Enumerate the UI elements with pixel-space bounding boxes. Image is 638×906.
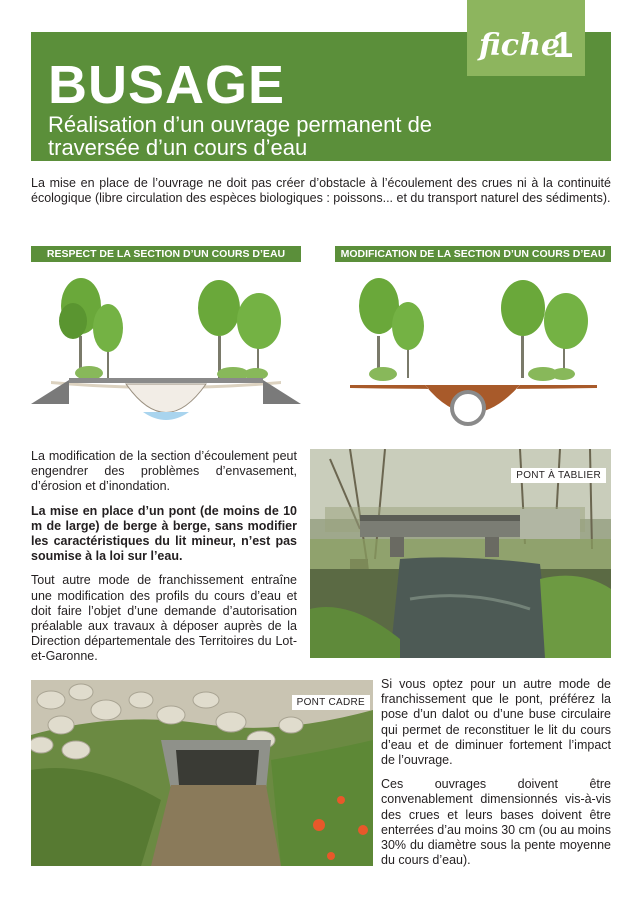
paragraph-dimensioning: Ces ouvrages doivent être convenablement dimensionnés vis-à-vis des crues et leurs bases doivent être enterrées d’au moins 30 cm (ou au moins 30% du diamètre sous la pente moyenne du cours d’eau). [381, 777, 611, 868]
tree-icon [59, 278, 123, 378]
diagram-culvert-section [335, 266, 611, 431]
tree-icon [359, 278, 424, 378]
paragraph-authorisation: Tout autre mode de franchissement entraîne une modification des profils du cours d’eau et doit faire l’objet d’une demande d’autorisation préalable aux travaux à déposer auprès de la Direction départementale des Territoires du Lot-et-Garonne. [31, 573, 297, 664]
tree-icon [501, 280, 588, 378]
right-column [381, 677, 611, 877]
caption-pont-cadre: PONT CADRE [292, 695, 370, 710]
fiche-word: fiche [479, 28, 560, 63]
page-title: BUSAGE [48, 55, 286, 115]
bridge-deck [69, 378, 263, 383]
diagram-label-modification: MODIFICATION DE LA SECTION D’UN COURS D’EAU [335, 246, 611, 262]
intro-paragraph: La mise en place de l’ouvrage ne doit pas créer d’obstacle à l’écoulement des crues ni à la continuité écologique (libre circulation des espèces biologiques : poissons... et du transport naturel des sédiments). [31, 176, 611, 205]
paragraph-alternative: Si vous optez pour un autre mode de franchissement que le pont, préférez la pose d’un dalot ou d’une buse circulaire qui permet de reconstituer le lit du cours d’eau et de diminuer fortement l’impact de l’ouvrage. [381, 677, 611, 768]
paragraph-bridge-rule: La mise en place d’un pont (de moins de 10 m de large) de berge à berge, sans modifier les caractéristiques du lit mineur, n’est pas soumise à la loi sur l’eau. [31, 503, 297, 564]
photo-pont-cadre [31, 680, 373, 866]
culvert-pipe [452, 392, 484, 424]
tree-icon [198, 280, 281, 378]
caption-pont-a-tablier: PONT À TABLIER [511, 468, 606, 483]
fiche-number: 1 [553, 24, 574, 65]
left-column [31, 449, 297, 674]
diagram-label-respect: RESPECT DE LA SECTION D’UN COURS D’EAU [31, 246, 301, 262]
photo-pont-a-tablier [310, 449, 611, 658]
diagram-bridge-section [31, 266, 301, 431]
paragraph-section-impact: La modification de la section d’écoulement peut engendrer des problèmes d’envasement, d’érosion et d’inondation. [31, 449, 297, 494]
fiche-tab [467, 0, 585, 76]
page-subtitle: Réalisation d’un ouvrage permanent de traversée d’un cours d’eau [48, 112, 433, 160]
